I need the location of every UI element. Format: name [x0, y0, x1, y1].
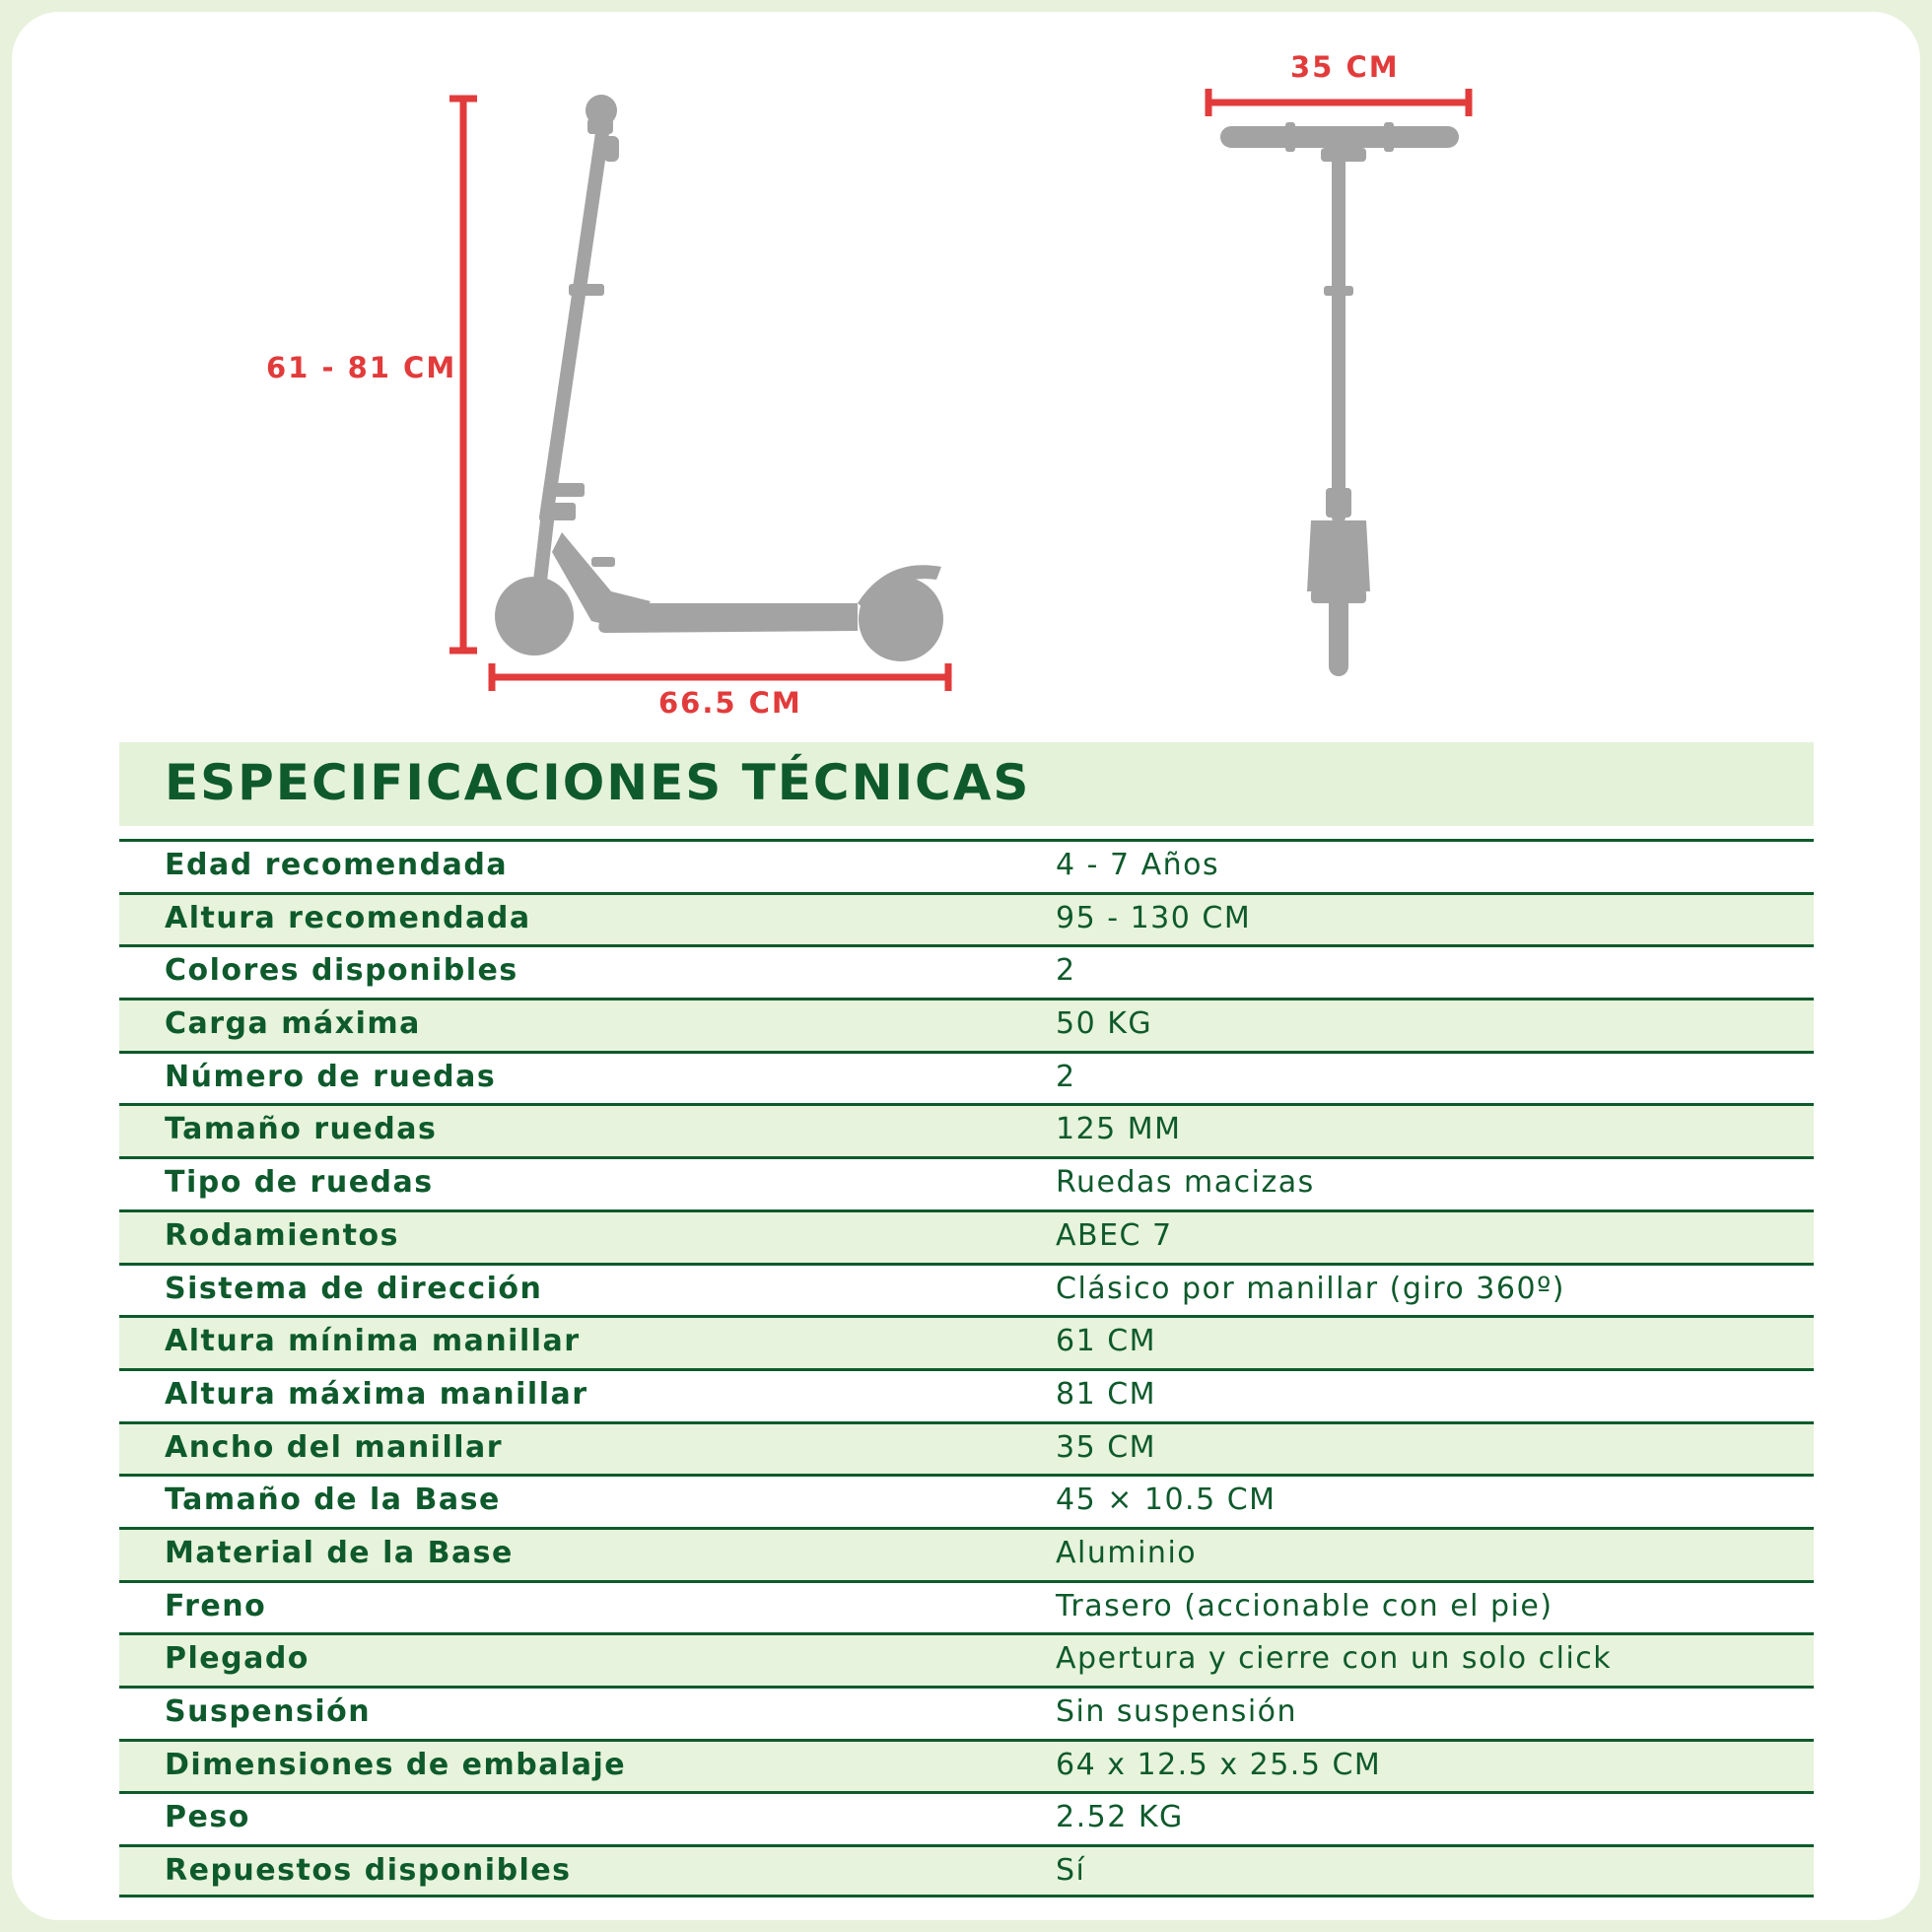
- spec-row: [119, 839, 1814, 892]
- spec-row: [119, 1103, 1814, 1156]
- spec-label: Ancho del manillar: [165, 1429, 504, 1465]
- spec-row: [119, 1791, 1814, 1844]
- spec-value: 35 CM: [1056, 1429, 1157, 1465]
- spec-label: Freno: [165, 1588, 267, 1623]
- spec-value: 2: [1056, 1059, 1076, 1094]
- spec-row: [119, 1474, 1814, 1527]
- spec-value: Clásico por manillar (giro 360º): [1056, 1271, 1565, 1306]
- spec-value: 81 CM: [1056, 1376, 1157, 1412]
- length-dimension-label: 66.5 CM: [658, 686, 802, 720]
- spec-value: 2: [1056, 953, 1076, 989]
- specs-title: ESPECIFICACIONES TÉCNICAS: [165, 754, 1031, 811]
- height-dimension-label: 61 - 81 CM: [266, 351, 457, 384]
- spec-value: 45 × 10.5 CM: [1056, 1483, 1276, 1518]
- spec-label: Número de ruedas: [165, 1059, 497, 1094]
- specs-header: [119, 742, 1814, 826]
- spec-label: Rodamientos: [165, 1217, 399, 1253]
- spec-label: Suspensión: [165, 1694, 372, 1729]
- spec-value: Apertura y cierre con un solo click: [1056, 1641, 1613, 1677]
- spec-row: [119, 1315, 1814, 1368]
- specs-table: [119, 839, 1814, 1898]
- spec-value: 2.52 KG: [1056, 1800, 1184, 1835]
- spec-value: Aluminio: [1056, 1535, 1198, 1570]
- spec-label: Carga máxima: [165, 1006, 421, 1042]
- scooter-side-view: [495, 95, 943, 661]
- handlebar-width-label: 35 CM: [1290, 50, 1400, 84]
- spec-row: [119, 892, 1814, 945]
- spec-value: 50 KG: [1056, 1006, 1153, 1042]
- spec-label: Tamaño ruedas: [165, 1112, 438, 1147]
- spec-label: Tamaño de la Base: [165, 1483, 501, 1518]
- spec-value: 125 MM: [1056, 1112, 1182, 1147]
- spec-row: [119, 1844, 1814, 1898]
- spec-row: [119, 1421, 1814, 1475]
- dimension-figure: [0, 0, 1932, 739]
- spec-row: [119, 1051, 1814, 1104]
- spec-label: Peso: [165, 1800, 250, 1835]
- spec-row: [119, 1632, 1814, 1686]
- spec-value: 61 CM: [1056, 1324, 1157, 1359]
- spec-value: Sí: [1056, 1853, 1086, 1889]
- spec-row: [119, 1527, 1814, 1580]
- spec-label: Altura mínima manillar: [165, 1324, 581, 1359]
- spec-label: Repuestos disponibles: [165, 1853, 572, 1889]
- spec-value: 4 - 7 Años: [1056, 848, 1220, 882]
- spec-label: Plegado: [165, 1641, 310, 1677]
- spec-value: Ruedas macizas: [1056, 1165, 1315, 1201]
- spec-value: 64 x 12.5 x 25.5 CM: [1056, 1747, 1382, 1782]
- scooter-front-view: [1220, 122, 1459, 676]
- spec-row: [119, 1156, 1814, 1209]
- spec-row: [119, 1263, 1814, 1316]
- spec-label: Dimensiones de embalaje: [165, 1747, 627, 1782]
- spec-value: Trasero (accionable con el pie): [1056, 1588, 1553, 1623]
- spec-label: Material de la Base: [165, 1535, 514, 1570]
- spec-label: Sistema de dirección: [165, 1271, 543, 1306]
- spec-row: [119, 1580, 1814, 1633]
- spec-row: [119, 1209, 1814, 1263]
- spec-label: Edad recomendada: [165, 848, 509, 882]
- spec-row: [119, 1368, 1814, 1421]
- spec-row: [119, 1739, 1814, 1792]
- spec-row: [119, 998, 1814, 1051]
- spec-row: [119, 944, 1814, 998]
- spec-value: 95 - 130 CM: [1056, 900, 1252, 935]
- spec-row: [119, 1686, 1814, 1739]
- spec-value: ABEC 7: [1056, 1217, 1173, 1253]
- spec-label: Altura recomendada: [165, 900, 531, 935]
- spec-value: Sin suspensión: [1056, 1694, 1298, 1729]
- spec-label: Tipo de ruedas: [165, 1165, 434, 1201]
- spec-label: Colores disponibles: [165, 953, 518, 989]
- spec-label: Altura máxima manillar: [165, 1376, 588, 1412]
